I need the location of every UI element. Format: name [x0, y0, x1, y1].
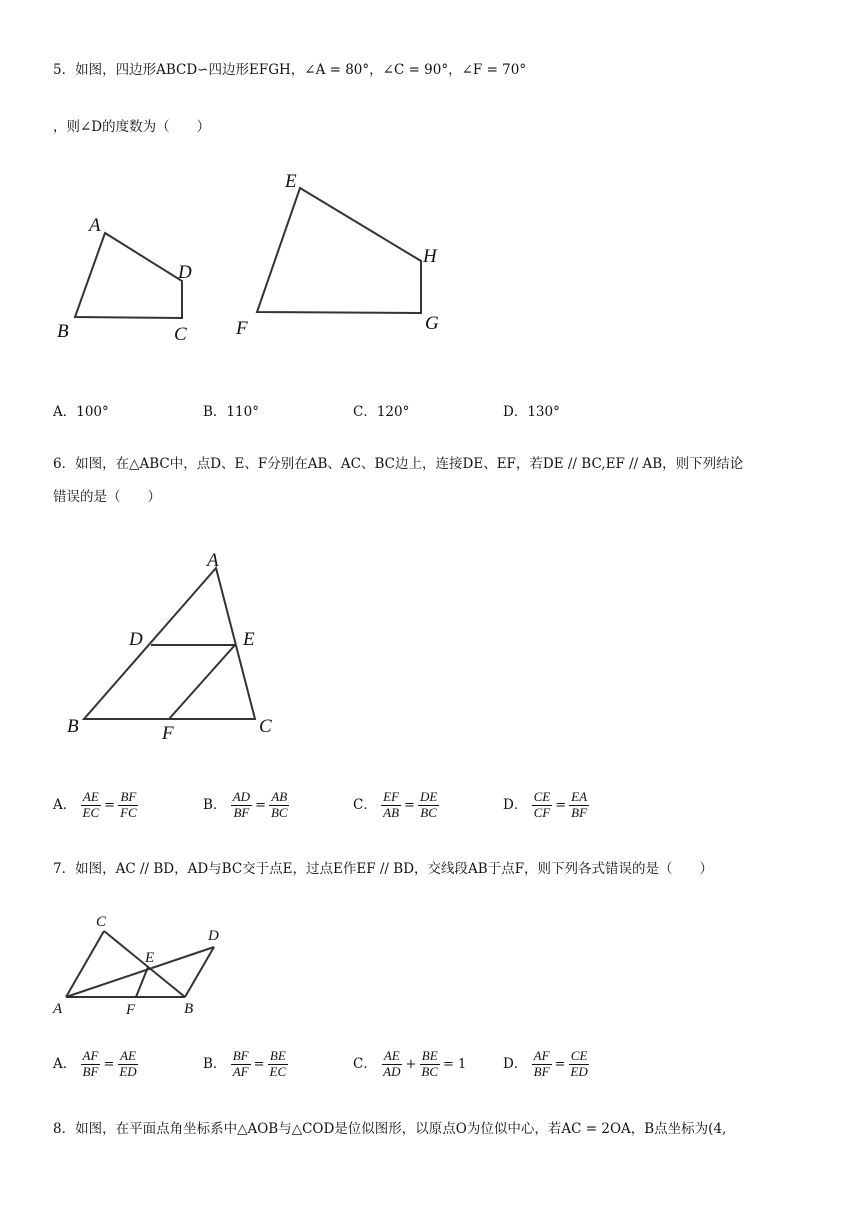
- option-letter: D．: [503, 796, 528, 813]
- label-C: C: [259, 716, 272, 737]
- label-E: E: [243, 629, 255, 650]
- label-G: G: [425, 313, 439, 334]
- numerator: AE: [383, 1048, 400, 1063]
- label-D: D: [208, 928, 219, 944]
- q6-option-c[interactable]: [353, 790, 439, 821]
- denominator: AF: [232, 1063, 249, 1079]
- numerator: AD: [232, 789, 251, 804]
- fraction-left: [81, 1049, 101, 1080]
- denominator: BC: [270, 804, 288, 820]
- q6-option-a[interactable]: [53, 790, 139, 821]
- denominator: ED: [119, 1063, 137, 1079]
- option-letter: C．: [353, 796, 377, 813]
- operator: =: [404, 797, 415, 813]
- option-letter: B．: [203, 796, 227, 813]
- q5-stem-line2: ，则∠D的度数为（ ）: [53, 119, 211, 135]
- fraction-right: [569, 790, 589, 821]
- fraction-left: [231, 790, 252, 821]
- q7-option-a[interactable]: [53, 1049, 139, 1080]
- denominator: BF: [571, 804, 588, 820]
- label-D: D: [129, 629, 143, 650]
- q7-option-b[interactable]: [203, 1049, 288, 1080]
- option-text: 130°: [527, 404, 560, 420]
- denominator: FC: [120, 804, 137, 820]
- equals-one: = 1: [443, 1056, 467, 1072]
- numerator: AE: [120, 1048, 136, 1063]
- denominator: BF: [82, 1063, 99, 1079]
- label-F: F: [126, 1002, 136, 1018]
- fraction-right: [268, 1049, 289, 1080]
- label-C: C: [174, 324, 187, 345]
- q5-option-b[interactable]: [203, 400, 259, 420]
- q7-figure-parallel: [40, 905, 240, 1020]
- q5-option-c[interactable]: [353, 400, 409, 420]
- label-B: B: [67, 716, 79, 737]
- fraction-left: [381, 790, 401, 821]
- operator: =: [103, 1056, 115, 1072]
- fraction-left: [81, 790, 102, 821]
- denominator: BC: [420, 804, 437, 820]
- label-F: F: [162, 723, 174, 744]
- numerator: CE: [533, 789, 551, 804]
- operator: +: [405, 1056, 417, 1072]
- numerator: EF: [383, 789, 400, 804]
- label-D: D: [178, 262, 192, 283]
- option-text: 100°: [76, 404, 109, 420]
- fraction-right: [418, 790, 439, 821]
- fraction-right: [568, 1049, 589, 1080]
- q7-option-c[interactable]: [353, 1049, 469, 1080]
- fraction-left: [532, 1049, 552, 1080]
- q5-option-d[interactable]: [503, 400, 560, 420]
- quad-efgh: [257, 188, 421, 313]
- option-letter: A．: [53, 404, 77, 420]
- numerator: AE: [82, 789, 99, 804]
- option-letter: C．: [353, 1055, 377, 1072]
- label-A: A: [207, 550, 219, 571]
- numerator: AB: [271, 789, 288, 804]
- label-C: C: [96, 914, 107, 930]
- label-B: B: [184, 1001, 194, 1017]
- operator: =: [555, 797, 567, 813]
- q5-stem-line1: 5．如图，四边形ABCD∽四边形EFGH，∠A = 80°，∠C = 90°，∠F = 70°: [53, 62, 527, 78]
- fraction-right: [117, 1049, 138, 1080]
- operator: =: [255, 797, 266, 813]
- option-letter: A．: [53, 796, 77, 813]
- option-letter: B．: [203, 1055, 227, 1072]
- fraction-right: [419, 1049, 440, 1080]
- q6-option-b[interactable]: [203, 790, 290, 821]
- label-H: H: [423, 246, 437, 267]
- denominator: BC: [421, 1063, 439, 1079]
- denominator: EC: [82, 804, 100, 820]
- option-letter: B．: [203, 404, 227, 420]
- q5-option-a[interactable]: [53, 400, 109, 420]
- q7-stem-line1: 7．如图，AC // BD，AD与BC交于点E，过点E作EF // BD，交线段AB于点F，则下列各式错误的是（ ）: [53, 861, 714, 877]
- operator: =: [104, 797, 116, 813]
- option-letter: D．: [503, 1055, 528, 1072]
- fraction-left: [532, 790, 553, 821]
- label-E: E: [145, 950, 155, 966]
- label-E: E: [285, 171, 297, 192]
- q6-figure-triangle: [60, 548, 290, 748]
- numerator: BE: [421, 1048, 438, 1063]
- numerator: AF: [82, 1048, 99, 1063]
- q6-stem-line2: 错误的是（ ）: [53, 489, 161, 505]
- fraction-right: [118, 790, 139, 821]
- label-B: B: [57, 321, 69, 342]
- q8-stem-line1: 8．如图，在平面点角坐标系中△AOB与△COD是位似图形，以原点O为位似中心，若AC = 2OA，B点坐标为(4,: [53, 1121, 727, 1137]
- denominator: AB: [383, 804, 400, 820]
- denominator: AD: [383, 1063, 401, 1079]
- denominator: CF: [533, 804, 551, 820]
- numerator: EA: [571, 789, 588, 804]
- triangle-abc: [84, 568, 255, 719]
- label-A: A: [53, 1001, 63, 1017]
- numerator: BE: [269, 1048, 286, 1063]
- numerator: DE: [419, 789, 438, 804]
- denominator: EC: [269, 1063, 287, 1079]
- option-letter: C．: [353, 404, 377, 420]
- numerator: BF: [120, 789, 137, 804]
- denominator: BF: [233, 804, 250, 820]
- denominator: BF: [533, 1063, 550, 1079]
- q5-figure-quadrilaterals: [40, 160, 480, 350]
- quad-abcd: [75, 233, 182, 318]
- q6-option-d[interactable]: [503, 790, 589, 821]
- q7-option-d[interactable]: [503, 1049, 590, 1080]
- option-letter: A．: [53, 1055, 77, 1072]
- numerator: BF: [232, 1048, 249, 1063]
- fraction-left: [231, 1049, 251, 1080]
- fraction-right: [269, 790, 290, 821]
- option-text: 120°: [376, 404, 410, 420]
- option-text: 110°: [226, 404, 259, 420]
- denominator: ED: [570, 1063, 588, 1079]
- segment-ef: [169, 645, 235, 719]
- numerator: AF: [533, 1048, 550, 1063]
- fraction-left: [381, 1049, 402, 1080]
- option-letter: D．: [503, 404, 528, 420]
- label-A: A: [89, 215, 101, 236]
- numerator: CE: [570, 1048, 588, 1063]
- q6-stem-line1: 6．如图，在△ABC中，点D、E、F分别在AB、AC、BC边上，连接DE、EF，若DE // BC,EF // AB，则下列结论: [53, 456, 744, 472]
- operator: =: [554, 1056, 566, 1072]
- operator: =: [253, 1056, 265, 1072]
- label-F: F: [236, 318, 248, 339]
